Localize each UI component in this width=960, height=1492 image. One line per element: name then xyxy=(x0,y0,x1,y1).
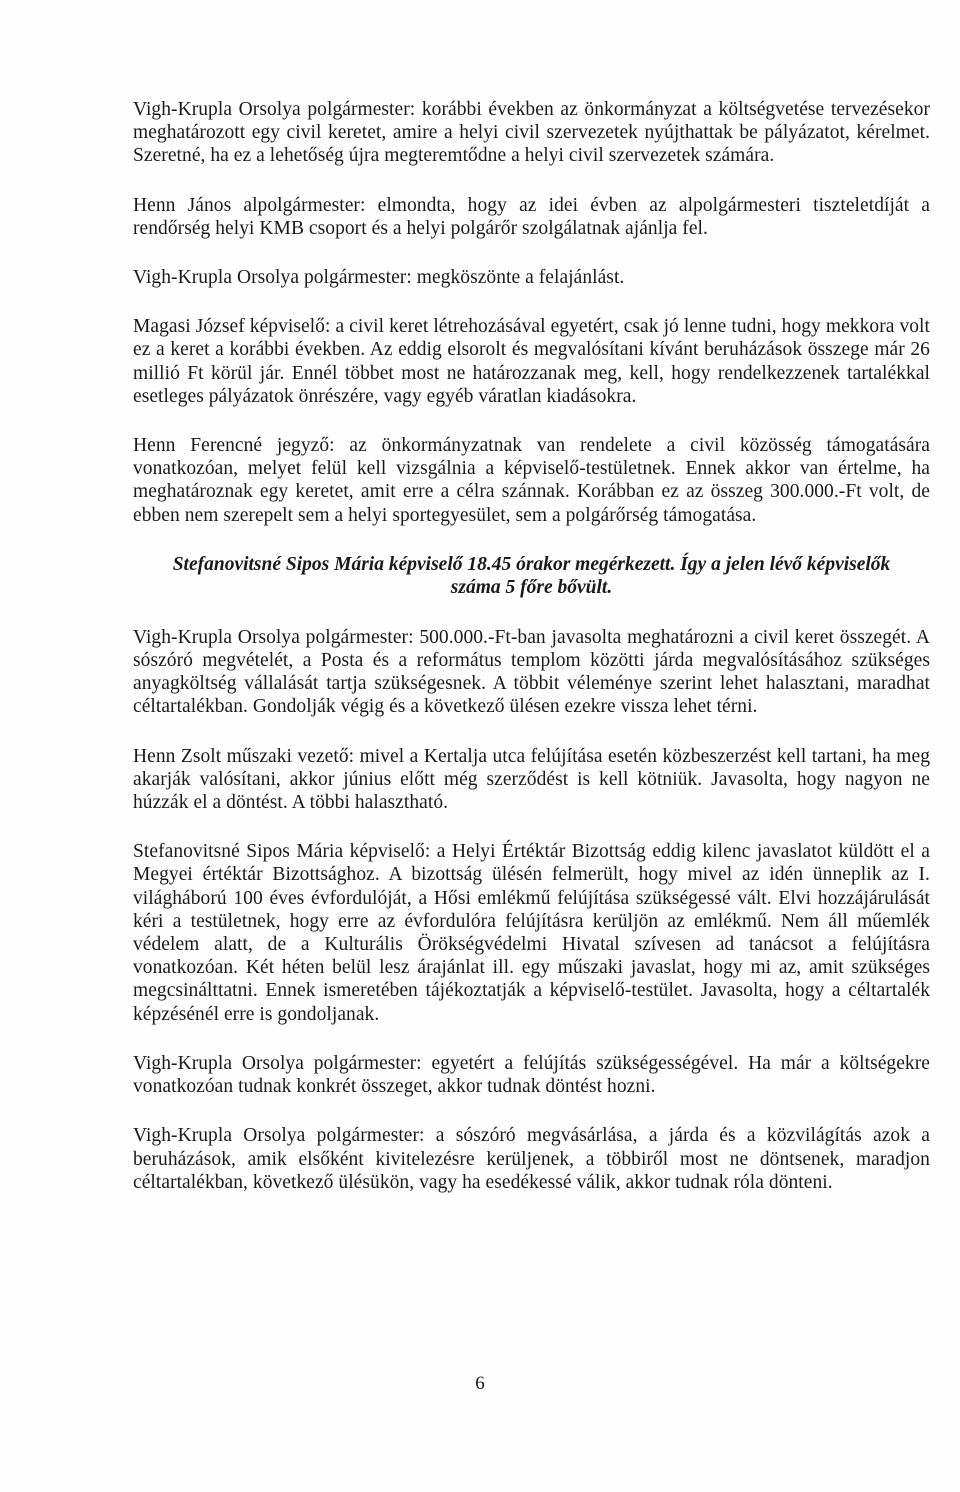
paragraph: Vigh-Krupla Orsolya polgármester: megköszönte a felajánlást. xyxy=(133,267,625,289)
paragraph: Vigh-Krupla Orsolya polgármester: korábbi években az önkormányzat a költségvetése tervezésekor meghatározott egy civil keretet, amire a helyi civil szervezetek nyújthattak be pályázatot, kérelmet. Szeretné, ha ez a lehetőség újra megteremtődne a helyi civil szervezetek számára. xyxy=(133,99,930,167)
paragraph: Vigh-Krupla Orsolya polgármester: a sószóró megvásárlása, a járda és a közvilágítás azok a beruházások, amik elsőként kivitelezésre kerüljenek, a többiről most ne döntsenek, maradjon céltartalékban, következő ülésükön, vagy ha esedékessé válik, akkor tudnak róla dönteni. xyxy=(133,1125,930,1193)
paragraph: Henn Zsolt műszaki vezető: mivel a Kertalja utca felújítása esetén közbeszerzést kell tartani, ha meg akarják valósítani, akkor június előtt még szerződést is kell kötniük. Javasolta, hogy nagyon ne húzzák el a döntést. A többi halasztható. xyxy=(133,745,930,814)
arrival-notice xyxy=(133,553,930,600)
paragraph: Vigh-Krupla Orsolya polgármester: egyetért a felújítás szükségességével. Ha már a költségekre vonatkozóan tudnak konkrét összeget, akkor tudnak döntést hozni. xyxy=(133,1052,930,1098)
page-number: 6 xyxy=(475,1373,485,1394)
paragraph: Henn János alpolgármester: elmondta, hogy az idei évben az alpolgármesteri tiszteletdíját a rendőrség helyi KMB csoport és a helyi polgárőr szolgálatnak ajánlja fel. xyxy=(133,194,930,239)
paragraph: Magasi József képviselő: a civil keret létrehozásával egyetért, csak jó lenne tudni, hogy mekkora volt ez a keret a korábbi években. Az eddig elsorolt és megvalósítani kívánt beruházások összege már 26 millió Ft körül jár. Ennél többet most ne határozzanak meg, kell, hogy rendelkezzenek tartalékkal esetleges pályázatok önrészére, vagy egyéb váratlan kiadásokra. xyxy=(133,316,930,407)
arrival-notice-line: Stefanovitsné Sipos Mária képviselő 18.45 órakor megérkezett. Így a jelen lévő képviselők xyxy=(172,553,891,575)
arrival-notice-line: száma 5 főre bővült. xyxy=(450,577,613,599)
page-content xyxy=(133,98,930,1220)
paragraph: Stefanovitsné Sipos Mária képviselő: a Helyi Értéktár Bizottság eddig kilenc javaslatot küldött el a Megyei értéktár Bizottsághoz. A bizottság ülésén felmerült, hogy mivel az idén ünneplik az I. világháború 100 éves évfordulóját, a Hősi emlékmű felújítása szükségessé vált. Elvi hozzájárulását kéri a testületnek, hogy erre az évfordulóra felújításra kerüljön az emlékmű. Nem áll műemlék védelem alatt, de a Kulturális Örökségvédelmi Hivatal szívesen ad tanácsot a felújításra vonatkozóan. Két héten belül lesz árajánlat ill. egy műszaki javaslat, hogy mi az, amit szükséges megcsinálttatni. Ennek ismeretében tájékoztatják a képviselő-testület. Javasolta, hogy a céltartalék képzésénél erre is gondoljanak. xyxy=(133,841,930,1025)
paragraph: Henn Ferencné jegyző: az önkormányzatnak van rendelete a civil közösség támogatására vonatkozóan, melyet felül kell vizsgálnia a képviselő-testületnek. Ennek akkor van értelme, ha meghatároznak egy keretet, amit erre a célra szánnak. Korábban ez az összeg 300.000.-Ft volt, de ebben nem szerepelt sem a helyi sportegyesület, sem a polgárőrség támogatása. xyxy=(133,435,930,526)
paragraph: Vigh-Krupla Orsolya polgármester: 500.000.-Ft-ban javasolta meghatározni a civil keret összegét. A sószóró megvételét, a Posta és a református templom közötti járda megvalósításához szükséges anyagköltség vállalását tartja szükségesnek. A többit véleménye szerint lehet halasztani, maradhat céltartalékban. Gondolják végig és a következő ülésen ezekre vissza lehet térni. xyxy=(133,626,930,718)
